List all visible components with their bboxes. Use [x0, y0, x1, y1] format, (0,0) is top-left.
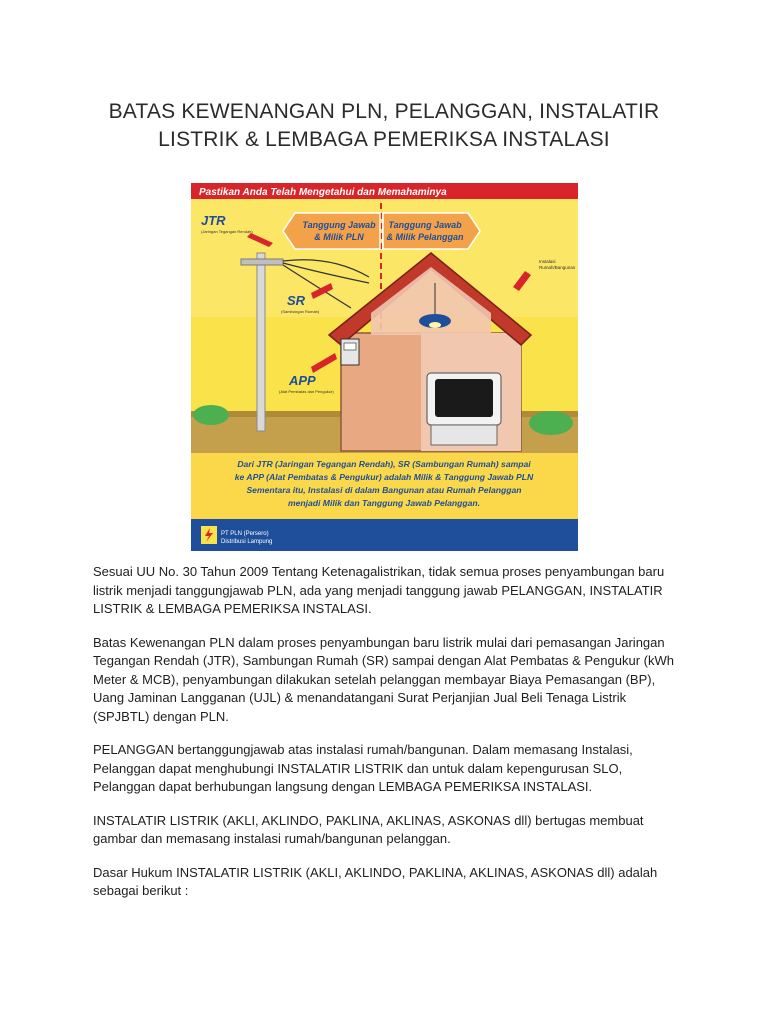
instalasi-line2: Rumah/Bangunan	[539, 265, 576, 270]
sr-label: SR	[287, 293, 306, 308]
caption-line-4: menjadi Milik dan Tanggung Jawab Pelanggan.	[287, 498, 481, 508]
app-label: APP	[289, 373, 316, 388]
app-sub: (Alat Pembatas dan Pengukur)	[279, 389, 334, 394]
footer-line-1: PT PLN (Persero)	[221, 531, 269, 537]
paragraph: Sesuai UU No. 30 Tahun 2009 Tentang Ketenagalistrikan, tidak semua proses penyambungan baru listrik menjadi tanggungjawab PLN, ada yang menjadi tanggung jawab PELANGGAN, INSTALATIR LISTRIK & LEMBAGA PEMERIKSA INSTALASI.	[93, 564, 665, 616]
arrow-pln	[283, 213, 380, 249]
instalasi-line1: Instalasi	[539, 259, 556, 264]
arrow-pln-line2: & Milik PLN	[314, 232, 364, 242]
paragraph: INSTALATIR LISTRIK (AKLI, AKLINDO, PAKLINA, AKLINAS, ASKONAS dll) bertugas membuat gambar dan memasang instalasi rumah/bangunan pelanggan.	[93, 812, 644, 846]
banner-text: Pastikan Anda Telah Mengetahui dan Memahaminya	[199, 187, 447, 198]
caption-line-1: Dari JTR (Jaringan Tegangan Rendah), SR (Sambungan Rumah) sampai	[237, 459, 531, 469]
sr-sub: (Sambungan Rumah)	[281, 309, 320, 314]
arrow-pelanggan-line2: & Milik Pelanggan	[386, 232, 464, 242]
page-title	[80, 98, 688, 154]
arrow-pln-line1: Tanggung Jawab	[302, 220, 376, 230]
infographic	[191, 183, 578, 551]
caption-line-3: Sementara itu, Instalasi di dalam Bangunan atau Rumah Pelanggan	[246, 485, 522, 495]
caption-line-2: ke APP (Alat Pembatas & Pengukur) adalah Milik & Tanggung Jawab PLN	[234, 472, 534, 482]
jtr-sub: (Jaringan Tegangan Rendah)	[201, 229, 253, 234]
paragraph: Batas Kewenangan PLN dalam proses penyambungan baru listrik mulai dari pemasangan Jaringan Tegangan Rendah (JTR), Sambungan Rumah (SR) sampai dengan Alat Pembatas & Pengukur (kWh Meter & MCB), penyambungan dilakukan setelah pelanggan membayar Biaya Pemasangan (BP), Uang Jaminan Langganan (UJL) & menandatangani Surat Perjanjian Jual Beli Tenaga Listrik (SPJBTL) dengan PLN.	[93, 634, 674, 724]
jtr-label: JTR	[201, 213, 226, 228]
arrow-pelanggan-line1: Tanggung Jawab	[388, 220, 462, 230]
title-line-1: BATAS KEWENANGAN PLN, PELANGGAN, INSTALATIR	[108, 100, 660, 123]
title-line-2: LISTRIK & LEMBAGA PEMERIKSA INSTALASI	[158, 128, 610, 151]
utility-pole	[257, 253, 265, 431]
article-body	[93, 563, 683, 916]
arrow-pelanggan	[383, 213, 480, 249]
paragraph: Dasar Hukum INSTALATIR LISTRIK (AKLI, AKLINDO, PAKLINA, AKLINAS, ASKONAS dll) adalah sebagai berikut :	[93, 864, 658, 898]
footer-line-2: Distribusi Lampung	[221, 539, 273, 545]
paragraph: PELANGGAN bertanggungjawab atas instalasi rumah/bangunan. Dalam memasang Instalasi, Pelanggan dapat menghubungi INSTALATIR LISTRIK dan untuk dalam kepengurusan SLO, Pelanggan dapat berhubungan langsung dengan LEMBAGA PEMERIKSA INSTALASI.	[93, 742, 633, 794]
